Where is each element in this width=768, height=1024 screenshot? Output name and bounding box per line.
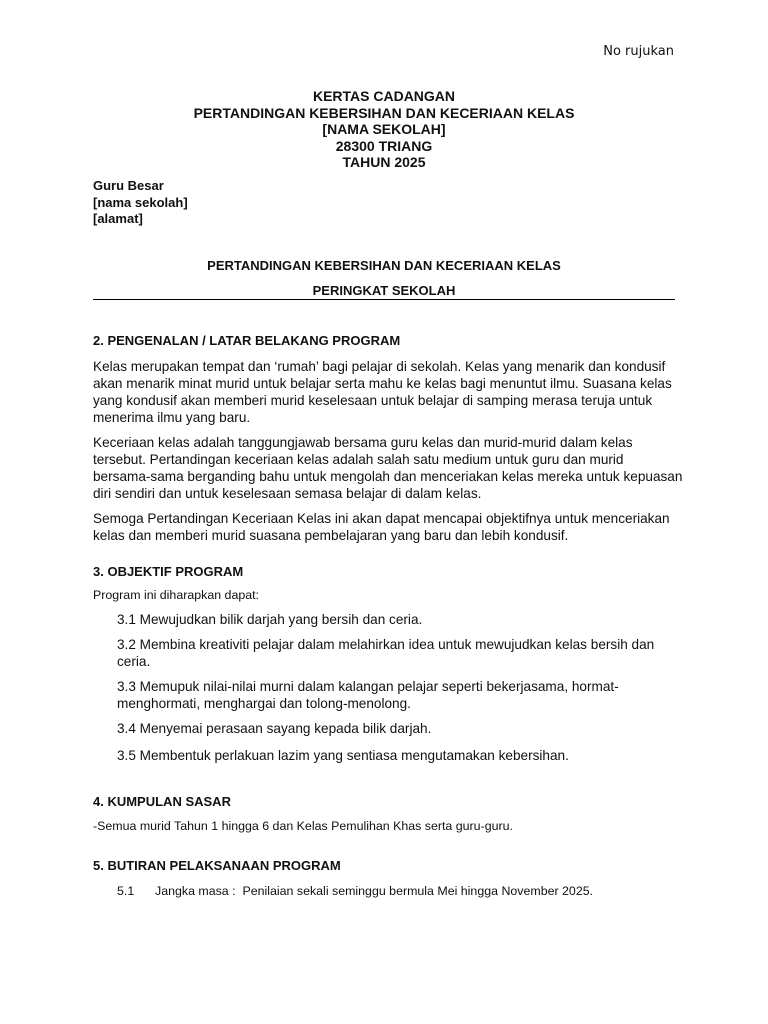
section-2-paragraph-1: Kelas merupakan tempat dan ‘rumah’ bagi pelajar di sekolah. Kelas yang menarik dan kondusif akan menarik minat murid untuk belajar serta mahu ke kelas bagi menuntut ilmu. Suasana kelas yang kondusif akan memberi murid keselesaan untuk belajar di samping merasa teruja untuk menerima ilmu yang baru. — [93, 359, 672, 425]
objective-item: 3.5 Membentuk perlakuan lazim yang sentiasa mengutamakan kebersihan. — [117, 748, 569, 763]
recipient-address — [93, 178, 188, 228]
section-5-heading: 5. BUTIRAN PELAKSANAAN PROGRAM — [93, 858, 341, 873]
subject-divider — [93, 299, 675, 300]
section-2-heading: 2. PENGENALAN / LATAR BELAKANG PROGRAM — [93, 333, 401, 348]
section-3-heading: 3. OBJEKTIF PROGRAM — [93, 564, 244, 579]
title-line-5: TAHUN 2025 — [342, 154, 426, 170]
title-line-4: 28300 TRIANG — [335, 137, 433, 154]
address-line-3: [alamat] — [93, 211, 143, 226]
address-line-2: [nama sekolah] — [93, 194, 188, 210]
title-line-2: PERTANDINGAN KEBERSIHAN DAN KECERIAAN KELAS — [193, 104, 575, 121]
section-5-item-number: 5.1 — [117, 884, 135, 898]
section-4-heading: 4. KUMPULAN SASAR — [93, 794, 231, 809]
document-body — [93, 333, 683, 899]
section-3-intro: Program ini diharapkan dapat: — [93, 588, 259, 602]
section-2-paragraph-2: Keceriaan kelas adalah tanggungjawab bersama guru kelas dan murid-murid dalam kelas tersebut. Pertandingan keceriaan kelas adalah salah satu medium untuk guru dan murid bersama-sama berganding bahu untuk mengolah dan menceriakan kelas mereka untuk kepuasan diri sendiri dan untuk keselesaan semasa belajar di dalam kelas. — [93, 435, 683, 501]
objective-item: 3.1 Mewujudkan bilik darjah yang bersih dan ceria. — [117, 612, 423, 627]
subject-line-1: PERTANDINGAN KEBERSIHAN DAN KECERIAAN KELAS — [207, 258, 561, 273]
title-line-3: [NAMA SEKOLAH] — [322, 121, 446, 137]
section-5-item — [93, 883, 683, 899]
objective-item: 3.4 Menyemai perasaan sayang kepada bilik darjah. — [117, 721, 432, 736]
reference-number-label: No rujukan — [603, 44, 674, 59]
subject-line-2: PERINGKAT SEKOLAH — [312, 283, 456, 298]
section-2-paragraph-3: Semoga Pertandingan Keceriaan Kelas ini akan dapat mencapai objektifnya untuk menceriakan kelas dan memberi murid suasana pembelajaran yang baru dan lebih kondusif. — [93, 511, 670, 543]
section-5-item-text: Jangka masa : Penilaian sekali seminggu bermula Mei hingga November 2025. — [155, 884, 594, 898]
section-4-text: -Semua murid Tahun 1 hingga 6 dan Kelas Pemulihan Khas serta guru-guru. — [93, 819, 513, 833]
objective-item: 3.2 Membina kreativiti pelajar dalam melahirkan idea untuk mewujudkan kelas bersih dan ceria. — [117, 637, 655, 669]
objective-item: 3.3 Memupuk nilai-nilai murni dalam kalangan pelajar seperti bekerjasama, hormat-menghormati, menghargai dan tolong-menolong. — [117, 679, 619, 711]
document-title — [0, 88, 768, 171]
address-line-1: Guru Besar — [93, 178, 164, 193]
title-line-1: KERTAS CADANGAN — [312, 88, 456, 104]
